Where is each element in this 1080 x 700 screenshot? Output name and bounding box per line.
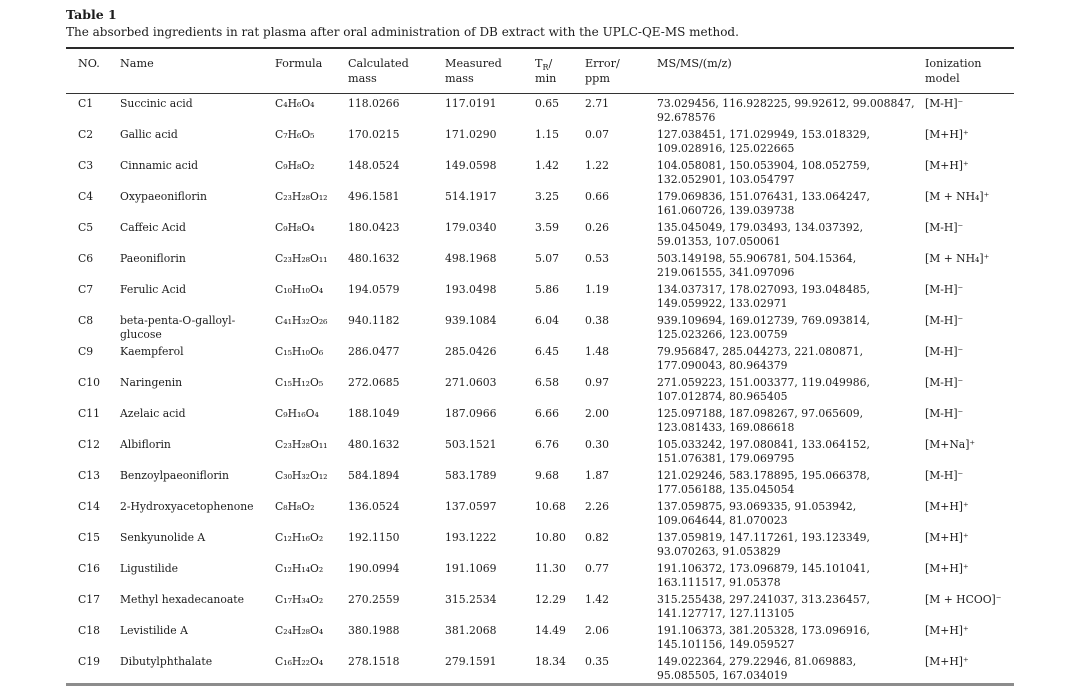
cell-no: C9 [78, 345, 94, 358]
cell-calculated-mass: 170.0215 [348, 128, 400, 141]
cell-calculated-mass: 480.1632 [348, 438, 400, 451]
cell-measured-mass: 117.0191 [445, 97, 497, 110]
cell-name: Senkyunolide A [120, 531, 206, 544]
cell-msms: 135.045049, 179.03493, 134.037392, 59.01353, 107.050061 [657, 221, 864, 248]
header-text: MS/MS/(m/z) [657, 57, 732, 70]
cell-retention-time: 10.68 [535, 500, 566, 513]
cell-measured-mass: 279.1591 [445, 655, 497, 668]
cell-ionization-model: [M+H]⁺ [925, 624, 969, 637]
cell-msms: 191.106372, 173.096879, 145.101041, 163.111517, 91.05378 [657, 562, 870, 589]
cell-error-ppm: 0.77 [585, 562, 610, 575]
cell-error-ppm: 0.66 [585, 190, 610, 203]
cell-no: C8 [78, 314, 94, 327]
cell-error-ppm: 1.42 [585, 593, 610, 606]
cell-calculated-mass: 148.0524 [348, 159, 400, 172]
cell-formula: C₁₅H₁₀O₆ [275, 345, 324, 358]
table-row [66, 528, 1014, 559]
cell-msms: 149.022364, 279.22946, 81.069883, 95.085505, 167.034019 [657, 655, 857, 682]
cell-msms: 271.059223, 151.003377, 119.049986, 107.012874, 80.965405 [657, 376, 870, 403]
cell-measured-mass: 583.1789 [445, 469, 497, 482]
cell-measured-mass: 498.1968 [445, 252, 497, 265]
cell-retention-time: 6.66 [535, 407, 560, 420]
column-header-msms [657, 48, 925, 94]
table-row [66, 156, 1014, 187]
cell-calculated-mass: 180.0423 [348, 221, 400, 234]
cell-msms: 79.956847, 285.044273, 221.080871, 177.090043, 80.964379 [657, 345, 864, 372]
header-text-line2: min [535, 72, 557, 85]
header-row [66, 48, 1014, 94]
column-header-retention-time [535, 48, 585, 94]
cell-name: Dibutylphthalate [120, 655, 213, 668]
cell-formula: C₂₃H₂₈O₁₁ [275, 438, 328, 451]
cell-error-ppm: 2.06 [585, 624, 610, 637]
cell-retention-time: 5.07 [535, 252, 560, 265]
table-row [66, 249, 1014, 280]
header-text-line2: model [925, 72, 960, 85]
cell-formula: C₂₃H₂₈O₁₂ [275, 190, 328, 203]
column-header-measured-mass [445, 48, 535, 94]
cell-ionization-model: [M + HCOO]⁻ [925, 593, 1002, 606]
cell-name: 2-Hydroxyacetophenone [120, 500, 254, 513]
cell-no: C13 [78, 469, 100, 482]
cell-error-ppm: 0.82 [585, 531, 610, 544]
cell-ionization-model: [M-H]⁻ [925, 97, 964, 110]
cell-error-ppm: 0.35 [585, 655, 610, 668]
cell-error-ppm: 2.71 [585, 97, 610, 110]
table-row [66, 621, 1014, 652]
cell-error-ppm: 1.48 [585, 345, 610, 358]
table-row [66, 311, 1014, 342]
table-row [66, 280, 1014, 311]
table-row [66, 373, 1014, 404]
cell-name: Methyl hexadecanoate [120, 593, 244, 606]
cell-retention-time: 6.58 [535, 376, 560, 389]
cell-measured-mass: 137.0597 [445, 500, 497, 513]
cell-retention-time: 6.04 [535, 314, 560, 327]
cell-measured-mass: 193.1222 [445, 531, 497, 544]
column-header-calculated-mass [348, 48, 445, 94]
cell-no: C7 [78, 283, 94, 296]
cell-name: Cinnamic acid [120, 159, 199, 172]
cell-name: Levistilide A [120, 624, 188, 637]
column-header-no [66, 48, 120, 94]
cell-calculated-mass: 194.0579 [348, 283, 400, 296]
table-row [66, 187, 1014, 218]
column-header-name [120, 48, 275, 94]
table-row [66, 125, 1014, 156]
cell-formula: C₁₂H₁₄O₂ [275, 562, 324, 575]
cell-no: C14 [78, 500, 100, 513]
cell-calculated-mass: 278.1518 [348, 655, 400, 668]
cell-calculated-mass: 940.1182 [348, 314, 400, 327]
header-text-line2: ppm [585, 72, 610, 85]
cell-name: Succinic acid [120, 97, 193, 110]
column-header-error-ppm [585, 48, 657, 94]
header-text: Formula [275, 57, 323, 70]
cell-name: Kaempferol [120, 345, 184, 358]
table-caption: The absorbed ingredients in rat plasma after oral administration of DB extract with the UPLC-QE-MS method. [66, 25, 739, 39]
cell-ionization-model: [M+H]⁺ [925, 159, 969, 172]
header-text: Calculated [348, 57, 409, 70]
header-text: / [548, 57, 553, 70]
cell-error-ppm: 1.22 [585, 159, 610, 172]
cell-msms: 191.106373, 381.205328, 173.096916, 145.101156, 149.059527 [657, 624, 870, 651]
cell-formula: C₂₃H₂₈O₁₁ [275, 252, 328, 265]
cell-ionization-model: [M + NH₄]⁺ [925, 190, 990, 203]
table-row [66, 404, 1014, 435]
cell-measured-mass: 939.1084 [445, 314, 497, 327]
cell-msms: 315.255438, 297.241037, 313.236457, 141.127717, 127.113105 [657, 593, 870, 620]
cell-retention-time: 14.49 [535, 624, 566, 637]
table-row [66, 652, 1014, 685]
absorbed-ingredients-table [66, 47, 1014, 686]
cell-retention-time: 3.25 [535, 190, 560, 203]
cell-formula: C₇H₆O₅ [275, 128, 315, 141]
header-text: Measured [445, 57, 502, 70]
cell-error-ppm: 2.26 [585, 500, 610, 513]
cell-formula: C₉H₈O₄ [275, 221, 315, 234]
cell-calculated-mass: 272.0685 [348, 376, 400, 389]
column-header-ionization-model [925, 48, 1014, 94]
cell-error-ppm: 2.00 [585, 407, 610, 420]
cell-retention-time: 10.80 [535, 531, 566, 544]
cell-no: C12 [78, 438, 100, 451]
cell-ionization-model: [M-H]⁻ [925, 314, 964, 327]
cell-ionization-model: [M+H]⁺ [925, 128, 969, 141]
cell-name: Oxypaeoniflorin [120, 190, 207, 203]
cell-msms: 503.149198, 55.906781, 504.15364, 219.061555, 341.097096 [657, 252, 857, 279]
cell-no: C3 [78, 159, 94, 172]
cell-msms: 104.058081, 150.053904, 108.052759, 132.052901, 103.054797 [657, 159, 870, 186]
header-text: Ionization [925, 57, 982, 70]
cell-measured-mass: 179.0340 [445, 221, 497, 234]
cell-measured-mass: 514.1917 [445, 190, 497, 203]
cell-formula: C₈H₈O₂ [275, 500, 315, 513]
cell-measured-mass: 315.2534 [445, 593, 497, 606]
cell-no: C2 [78, 128, 94, 141]
cell-retention-time: 1.15 [535, 128, 560, 141]
header-text-line2: mass [348, 72, 377, 85]
header-text: Name [120, 57, 154, 70]
cell-name: Ferulic Acid [120, 283, 186, 296]
table-row [66, 559, 1014, 590]
header-text-line2: mass [445, 72, 474, 85]
cell-calculated-mass: 190.0994 [348, 562, 400, 575]
table-row [66, 590, 1014, 621]
cell-measured-mass: 285.0426 [445, 345, 497, 358]
cell-ionization-model: [M-H]⁻ [925, 376, 964, 389]
column-header-formula [275, 48, 348, 94]
cell-retention-time: 9.68 [535, 469, 560, 482]
cell-name: Naringenin [120, 376, 183, 389]
cell-ionization-model: [M+Na]⁺ [925, 438, 976, 451]
cell-formula: C₂₄H₂₈O₄ [275, 624, 324, 637]
cell-name: Paeoniflorin [120, 252, 186, 265]
cell-measured-mass: 381.2068 [445, 624, 497, 637]
cell-error-ppm: 0.26 [585, 221, 610, 234]
cell-msms: 137.059875, 93.069335, 91.053942, 109.064644, 81.070023 [657, 500, 857, 527]
cell-ionization-model: [M+H]⁺ [925, 500, 969, 513]
cell-retention-time: 12.29 [535, 593, 566, 606]
cell-name: Ligustilide [120, 562, 179, 575]
cell-formula: C₄₁H₃₂O₂₆ [275, 314, 328, 327]
cell-calculated-mass: 480.1632 [348, 252, 400, 265]
cell-msms: 127.038451, 171.029949, 153.018329, 109.028916, 125.022665 [657, 128, 870, 155]
cell-error-ppm: 0.53 [585, 252, 610, 265]
cell-retention-time: 18.34 [535, 655, 566, 668]
cell-ionization-model: [M-H]⁻ [925, 283, 964, 296]
cell-error-ppm: 0.97 [585, 376, 610, 389]
cell-error-ppm: 0.07 [585, 128, 610, 141]
table-container [66, 7, 1014, 686]
cell-msms: 137.059819, 147.117261, 193.123349, 93.070263, 91.053829 [657, 531, 870, 558]
cell-error-ppm: 1.19 [585, 283, 610, 296]
cell-retention-time: 6.76 [535, 438, 560, 451]
cell-calculated-mass: 380.1988 [348, 624, 400, 637]
cell-no: C18 [78, 624, 100, 637]
cell-calculated-mass: 584.1894 [348, 469, 400, 482]
cell-ionization-model: [M + NH₄]⁺ [925, 252, 990, 265]
cell-name: beta-penta-O-galloyl-glucose [120, 314, 236, 341]
cell-retention-time: 6.45 [535, 345, 560, 358]
cell-measured-mass: 271.0603 [445, 376, 497, 389]
cell-name: Caffeic Acid [120, 221, 186, 234]
cell-retention-time: 11.30 [535, 562, 566, 575]
cell-name: Gallic acid [120, 128, 178, 141]
table-row [66, 94, 1014, 126]
cell-ionization-model: [M-H]⁻ [925, 221, 964, 234]
cell-msms: 105.033242, 197.080841, 133.064152, 151.076381, 179.069795 [657, 438, 870, 465]
cell-no: C5 [78, 221, 94, 234]
cell-calculated-mass: 270.2559 [348, 593, 400, 606]
cell-error-ppm: 0.38 [585, 314, 610, 327]
cell-measured-mass: 191.1069 [445, 562, 497, 575]
cell-msms: 121.029246, 583.178895, 195.066378, 177.056188, 135.045054 [657, 469, 870, 496]
cell-name: Azelaic acid [120, 407, 186, 420]
header-text: Error/ [585, 57, 620, 70]
table-body [66, 94, 1014, 685]
header-subscript: R [542, 63, 549, 73]
cell-formula: C₁₀H₁₀O₄ [275, 283, 324, 296]
cell-calculated-mass: 286.0477 [348, 345, 400, 358]
cell-ionization-model: [M-H]⁻ [925, 469, 964, 482]
cell-measured-mass: 187.0966 [445, 407, 497, 420]
cell-error-ppm: 0.30 [585, 438, 610, 451]
table-row [66, 435, 1014, 466]
cell-measured-mass: 171.0290 [445, 128, 497, 141]
cell-calculated-mass: 118.0266 [348, 97, 400, 110]
cell-msms: 179.069836, 151.076431, 133.064247, 161.060726, 139.039738 [657, 190, 870, 217]
cell-formula: C₄H₆O₄ [275, 97, 315, 110]
cell-ionization-model: [M+H]⁺ [925, 531, 969, 544]
cell-formula: C₉H₁₆O₄ [275, 407, 319, 420]
cell-measured-mass: 503.1521 [445, 438, 497, 451]
cell-msms: 73.029456, 116.928225, 99.92612, 99.008847, 92.678576 [657, 97, 915, 124]
cell-retention-time: 1.42 [535, 159, 560, 172]
cell-ionization-model: [M-H]⁻ [925, 345, 964, 358]
cell-name: Benzoylpaeoniflorin [120, 469, 229, 482]
cell-formula: C₉H₈O₂ [275, 159, 315, 172]
cell-measured-mass: 149.0598 [445, 159, 497, 172]
cell-no: C10 [78, 376, 100, 389]
cell-no: C6 [78, 252, 94, 265]
cell-no: C15 [78, 531, 100, 544]
cell-formula: C₁₂H₁₆O₂ [275, 531, 324, 544]
cell-no: C1 [78, 97, 94, 110]
cell-no: C11 [78, 407, 100, 420]
cell-msms: 134.037317, 178.027093, 193.048485, 149.059922, 133.02971 [657, 283, 870, 310]
cell-no: C19 [78, 655, 100, 668]
cell-retention-time: 0.65 [535, 97, 560, 110]
cell-no: C17 [78, 593, 100, 606]
cell-formula: C₃₀H₃₂O₁₂ [275, 469, 328, 482]
cell-error-ppm: 1.87 [585, 469, 610, 482]
cell-formula: C₁₇H₃₄O₂ [275, 593, 324, 606]
cell-formula: C₁₅H₁₂O₅ [275, 376, 324, 389]
cell-no: C4 [78, 190, 94, 203]
table-label: Table 1 [66, 7, 117, 22]
header-text: T [535, 57, 543, 70]
cell-ionization-model: [M+H]⁺ [925, 562, 969, 575]
header-text: NO. [78, 57, 100, 70]
cell-calculated-mass: 192.1150 [348, 531, 400, 544]
cell-ionization-model: [M-H]⁻ [925, 407, 964, 420]
table-row [66, 342, 1014, 373]
cell-calculated-mass: 188.1049 [348, 407, 400, 420]
cell-name: Albiflorin [120, 438, 171, 451]
cell-no: C16 [78, 562, 100, 575]
table-header [66, 48, 1014, 94]
table-row [66, 218, 1014, 249]
table-row [66, 466, 1014, 497]
cell-formula: C₁₆H₂₂O₄ [275, 655, 324, 668]
cell-ionization-model: [M+H]⁺ [925, 655, 969, 668]
cell-calculated-mass: 136.0524 [348, 500, 400, 513]
cell-measured-mass: 193.0498 [445, 283, 497, 296]
cell-calculated-mass: 496.1581 [348, 190, 400, 203]
cell-msms: 939.109694, 169.012739, 769.093814, 125.023266, 123.00759 [657, 314, 870, 341]
cell-msms: 125.097188, 187.098267, 97.065609, 123.081433, 169.086618 [657, 407, 864, 434]
cell-retention-time: 5.86 [535, 283, 560, 296]
cell-retention-time: 3.59 [535, 221, 560, 234]
table-row [66, 497, 1014, 528]
